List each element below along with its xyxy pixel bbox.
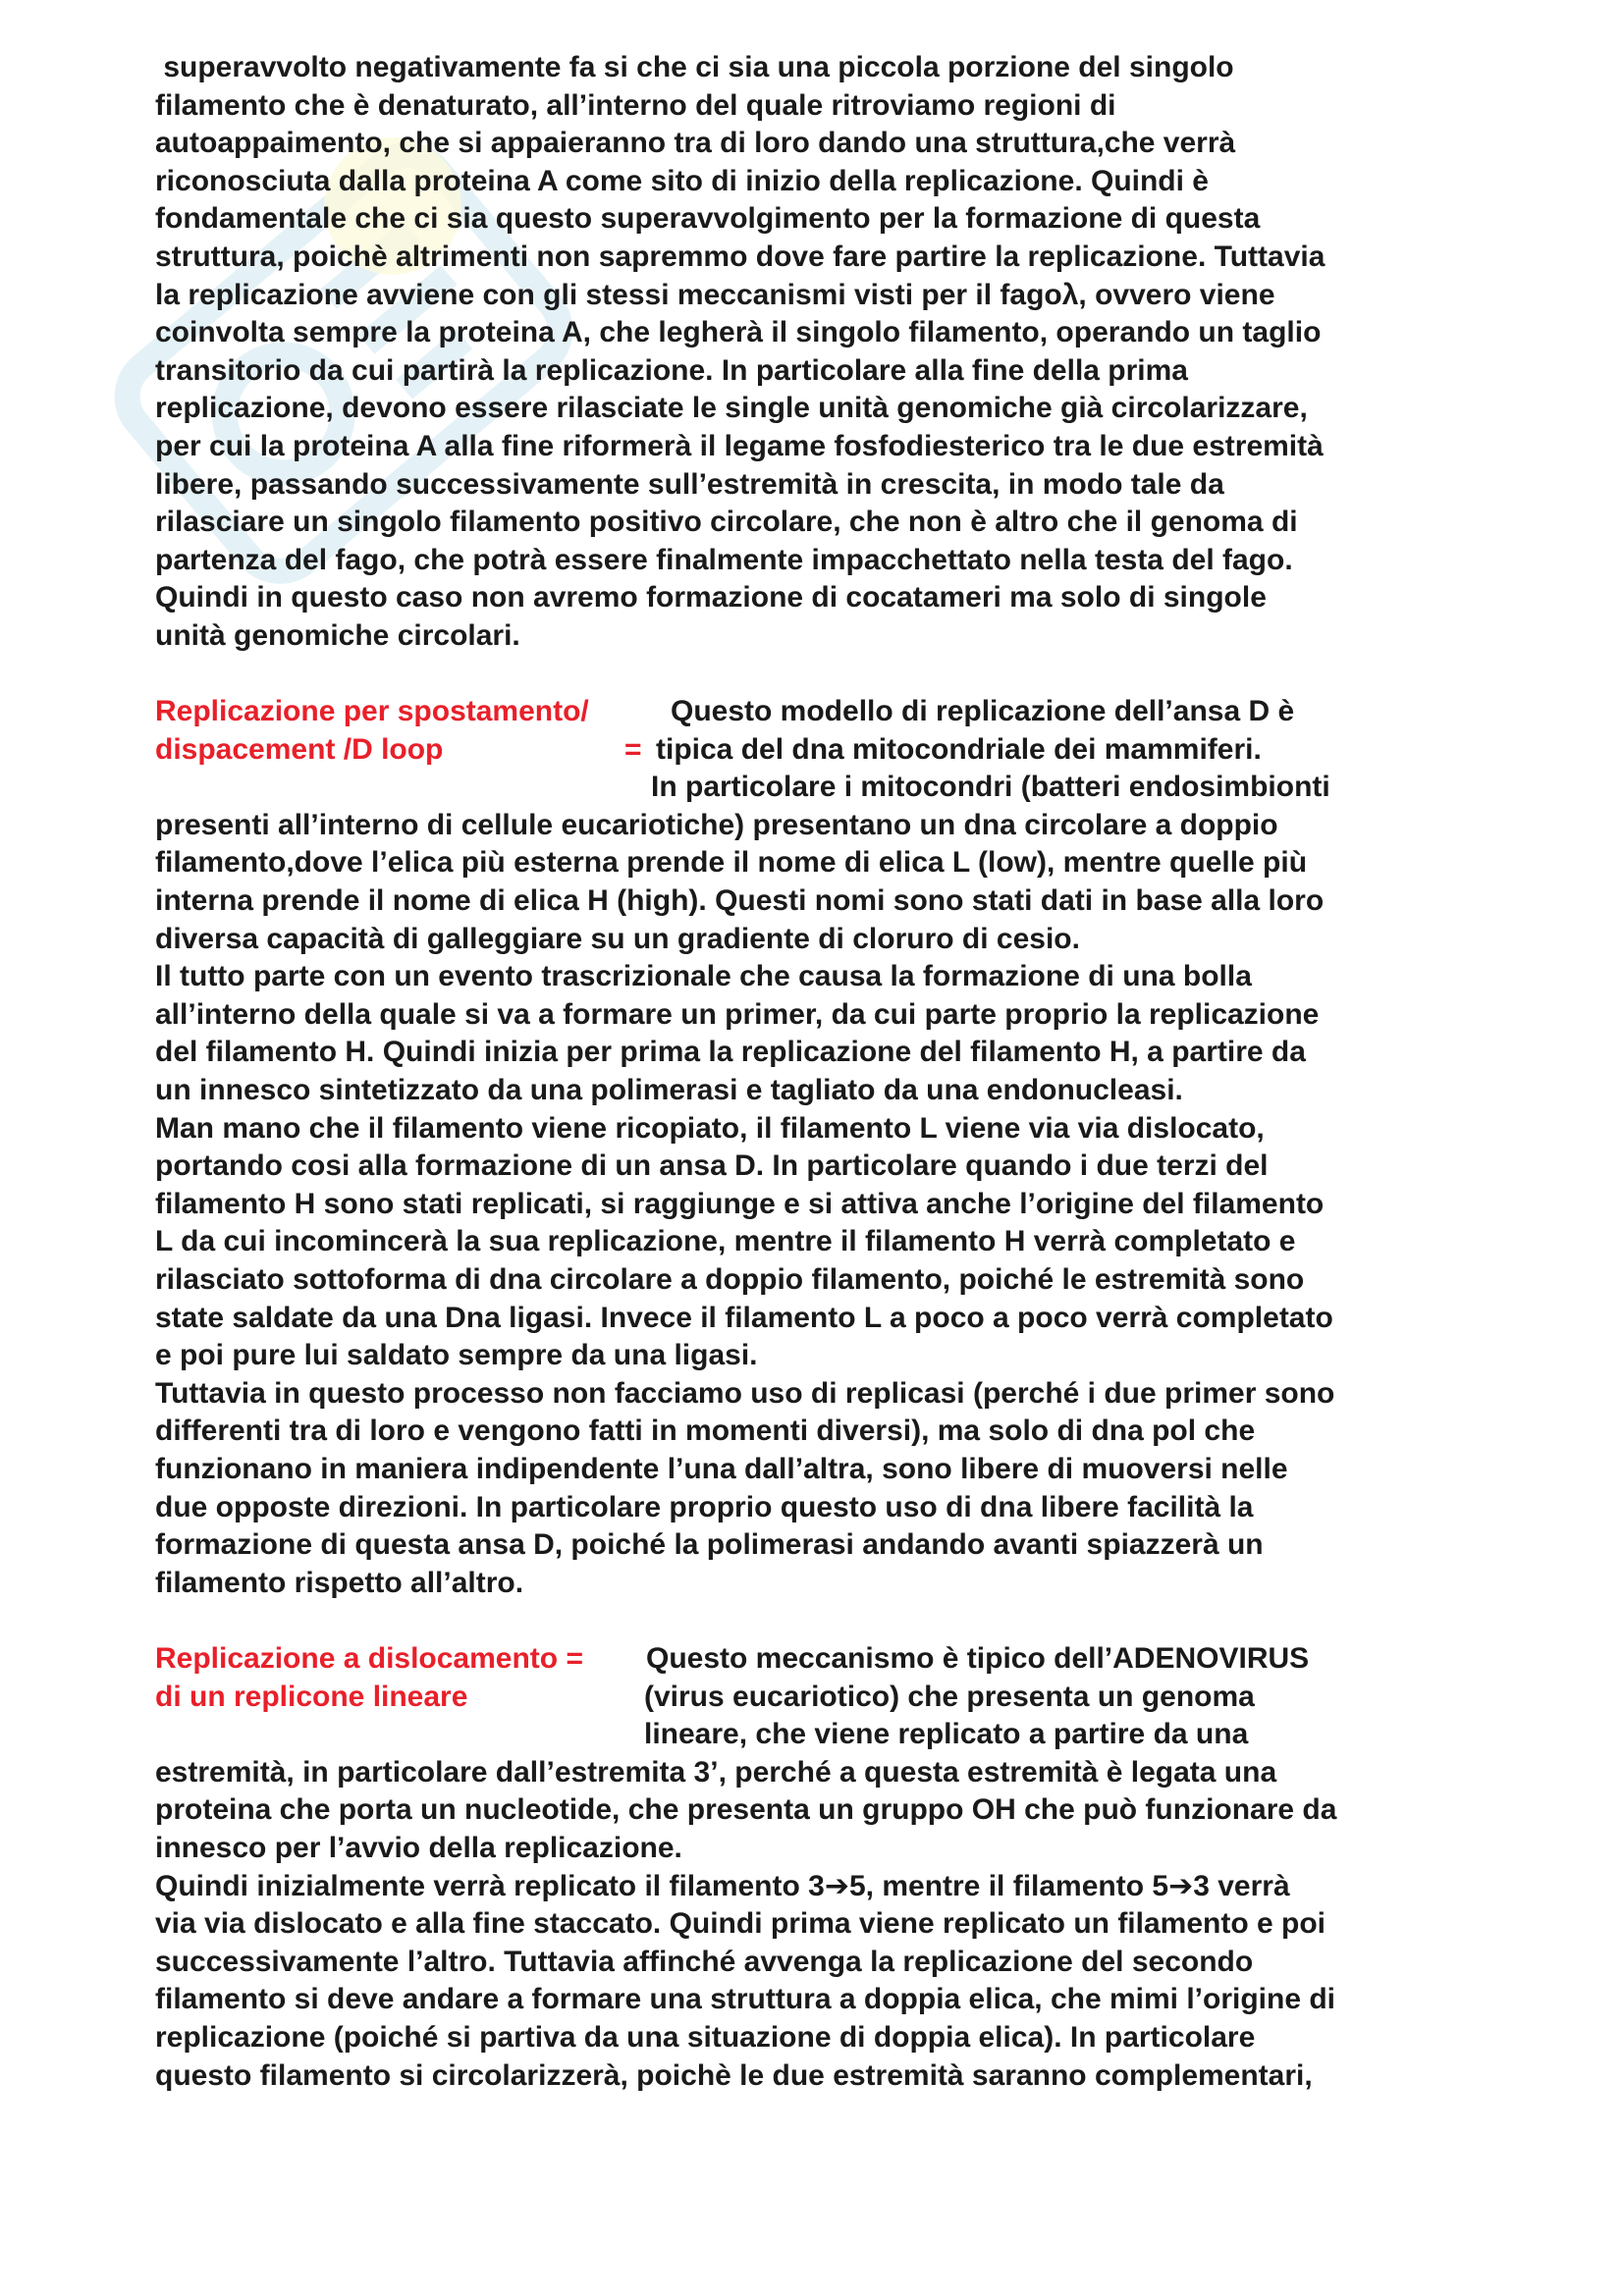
section-2-title-line-1: Replicazione a dislocamento = <box>155 1641 583 1675</box>
text-line: la replicazione avviene con gli stessi meccanismi visti per il fagoλ, ovvero viene <box>155 278 1275 311</box>
section-heading-2 <box>155 1640 1490 1754</box>
section-1-intro-line-1: Questo modello di replicazione dell’ansa D è <box>671 695 1295 728</box>
section-1-equals: = <box>624 732 642 766</box>
section-1-title-line-1: Replicazione per spostamento/ <box>155 695 589 728</box>
document-page <box>155 49 1490 2095</box>
text-line: Quindi inizialmente verrà replicato il filamento 3➔5, mentre il filamento 5➔3 verrà <box>155 1869 1290 1902</box>
text-line: filamento rispetto all’altro. <box>155 1566 524 1599</box>
paragraph-1 <box>155 49 1490 656</box>
text-line: questo filamento si circolarizzerà, poichè le due estremità saranno complementari, <box>155 2058 1313 2092</box>
text-line: rilasciare un singolo filamento positivo circolare, che non è altro che il genoma di <box>155 506 1298 539</box>
text-line: superavvolto negativamente fa si che ci sia una piccola porzione del singolo <box>155 51 1234 83</box>
text-line: transitorio da cui partirà la replicazione. In particolare alla fine della prima <box>155 353 1188 387</box>
text-line: struttura, poichè altrimenti non sapremmo dove fare partire la replicazione. Tuttavia <box>155 240 1325 273</box>
text-line: unità genomiche circolari. <box>155 618 520 652</box>
text-line: innesco per l’avvio della replicazione. <box>155 1831 682 1864</box>
text-line: autoappaimento, che si appaieranno tra di loro dando una struttura,che verrà <box>155 127 1236 160</box>
text-line: replicazione, devono essere rilasciate le single unità genomiche già circolarizzare, <box>155 392 1308 425</box>
text-line: portando cosi alla formazione di un ansa D. In particolare quando i due terzi del <box>155 1149 1269 1183</box>
text-line: estremità, in particolare dall’estremita 3’, perché a questa estremità è legata una <box>155 1755 1277 1789</box>
text-line: per cui la proteina A alla fine riformerà il legame fosfodiesterico tra le due estremità <box>155 429 1324 462</box>
text-line: Tuttavia in questo processo non facciamo uso di replicasi (perché i due primer sono <box>155 1376 1335 1410</box>
text-line: fondamentale che ci sia questo superavvolgimento per la formazione di questa <box>155 202 1261 236</box>
text-line: coinvolta sempre la proteina A, che legherà il singolo filamento, operando un taglio <box>155 316 1322 349</box>
text-line: via via dislocato e alla fine staccato. Quindi prima viene replicato un filamento e poi <box>155 1907 1326 1941</box>
text-line: rilasciato sottoforma di dna circolare a doppio filamento, poiché le estremità sono <box>155 1263 1305 1297</box>
text-line: e poi pure lui saldato sempre da una ligasi. <box>155 1339 758 1372</box>
text-line: all’interno della quale si va a formare un primer, da cui parte proprio la replicazione <box>155 997 1320 1031</box>
text-line: filamento H sono stati replicati, si raggiunge e si attiva anche l’origine del filamento <box>155 1187 1325 1220</box>
section-1-intro-line-2: tipica del dna mitocondriale dei mammiferi. <box>656 732 1262 766</box>
text-line: riconosciuta dalla proteina A come sito di inizio della replicazione. Quindi è <box>155 164 1209 197</box>
section-2-body <box>155 1754 1490 2095</box>
text-line: replicazione (poiché si partiva da una situazione di doppia elica). In particolare <box>155 2020 1256 2054</box>
text-line: partenza del fago, che potrà essere finalmente impacchettato nella testa del fago. <box>155 543 1293 576</box>
text-line: funzionano in maniera indipendente l’una dall’altra, sono libere di muoversi nelle <box>155 1452 1288 1485</box>
section-heading-1 <box>155 693 1490 807</box>
text-line: successivamente l’altro. Tuttavia affinché avvenga la replicazione del secondo <box>155 1945 1254 1978</box>
section-1-intro-line-3: In particolare i mitocondri (batteri endosimbionti <box>651 771 1330 804</box>
text-line: diversa capacità di galleggiare su un gradiente di cloruro di cesio. <box>155 922 1080 955</box>
text-line: filamento,dove l’elica più esterna prende il nome di elica L (low), mentre quelle più <box>155 846 1308 880</box>
section-1-body <box>155 807 1490 1602</box>
section-1-title-line-2: dispacement /D loop <box>155 732 444 766</box>
text-line: filamento si deve andare a formare una struttura a doppia elica, che mimi l’origine di <box>155 1983 1335 2016</box>
section-2-intro-line-1: Questo meccanismo è tipico dell’ADENOVIRUS <box>646 1641 1310 1675</box>
text-line: un innesco sintetizzato da una polimerasi e tagliato da una endonucleasi. <box>155 1074 1183 1107</box>
text-line: Man mano che il filamento viene ricopiato, il filamento L viene via via dislocato, <box>155 1111 1265 1145</box>
text-line: state saldate da una Dna ligasi. Invece il filamento L a poco a poco verrà completato <box>155 1301 1333 1334</box>
section-2-title-line-2: di un replicone lineare <box>155 1680 468 1713</box>
text-line: differenti tra di loro e vengono fatti in momenti diversi), ma solo di dna pol che <box>155 1415 1256 1448</box>
section-2-intro-line-3: lineare, che viene replicato a partire da una <box>644 1718 1249 1751</box>
text-line: Il tutto parte con un evento trascrizionale che causa la formazione di una bolla <box>155 960 1252 993</box>
text-line: libere, passando successivamente sull’estremità in crescita, in modo tale da <box>155 467 1224 501</box>
section-2-intro-line-2: (virus eucariotico) che presenta un genoma <box>644 1680 1255 1713</box>
text-line: presenti all’interno di cellule eucariotiche) presentano un dna circolare a doppio <box>155 808 1278 841</box>
text-line: Quindi in questo caso non avremo formazione di cocatameri ma solo di singole <box>155 581 1267 614</box>
text-line: del filamento H. Quindi inizia per prima la replicazione del filamento H, a partire da <box>155 1036 1306 1069</box>
text-line: filamento che è denaturato, all’interno del quale ritroviamo regioni di <box>155 88 1116 122</box>
text-line: proteina che porta un nucleotide, che presenta un gruppo OH che può funzionare da <box>155 1793 1337 1827</box>
text-line: interna prende il nome di elica H (high). Questi nomi sono stati dati in base alla loro <box>155 884 1325 918</box>
text-line: L da cui incomincerà la sua replicazione, mentre il filamento H verrà completato e <box>155 1225 1296 1258</box>
text-line: due opposte direzioni. In particolare proprio questo uso di dna libere facilità la <box>155 1490 1254 1523</box>
text-line: formazione di questa ansa D, poiché la polimerasi andando avanti spiazzerà un <box>155 1528 1264 1562</box>
